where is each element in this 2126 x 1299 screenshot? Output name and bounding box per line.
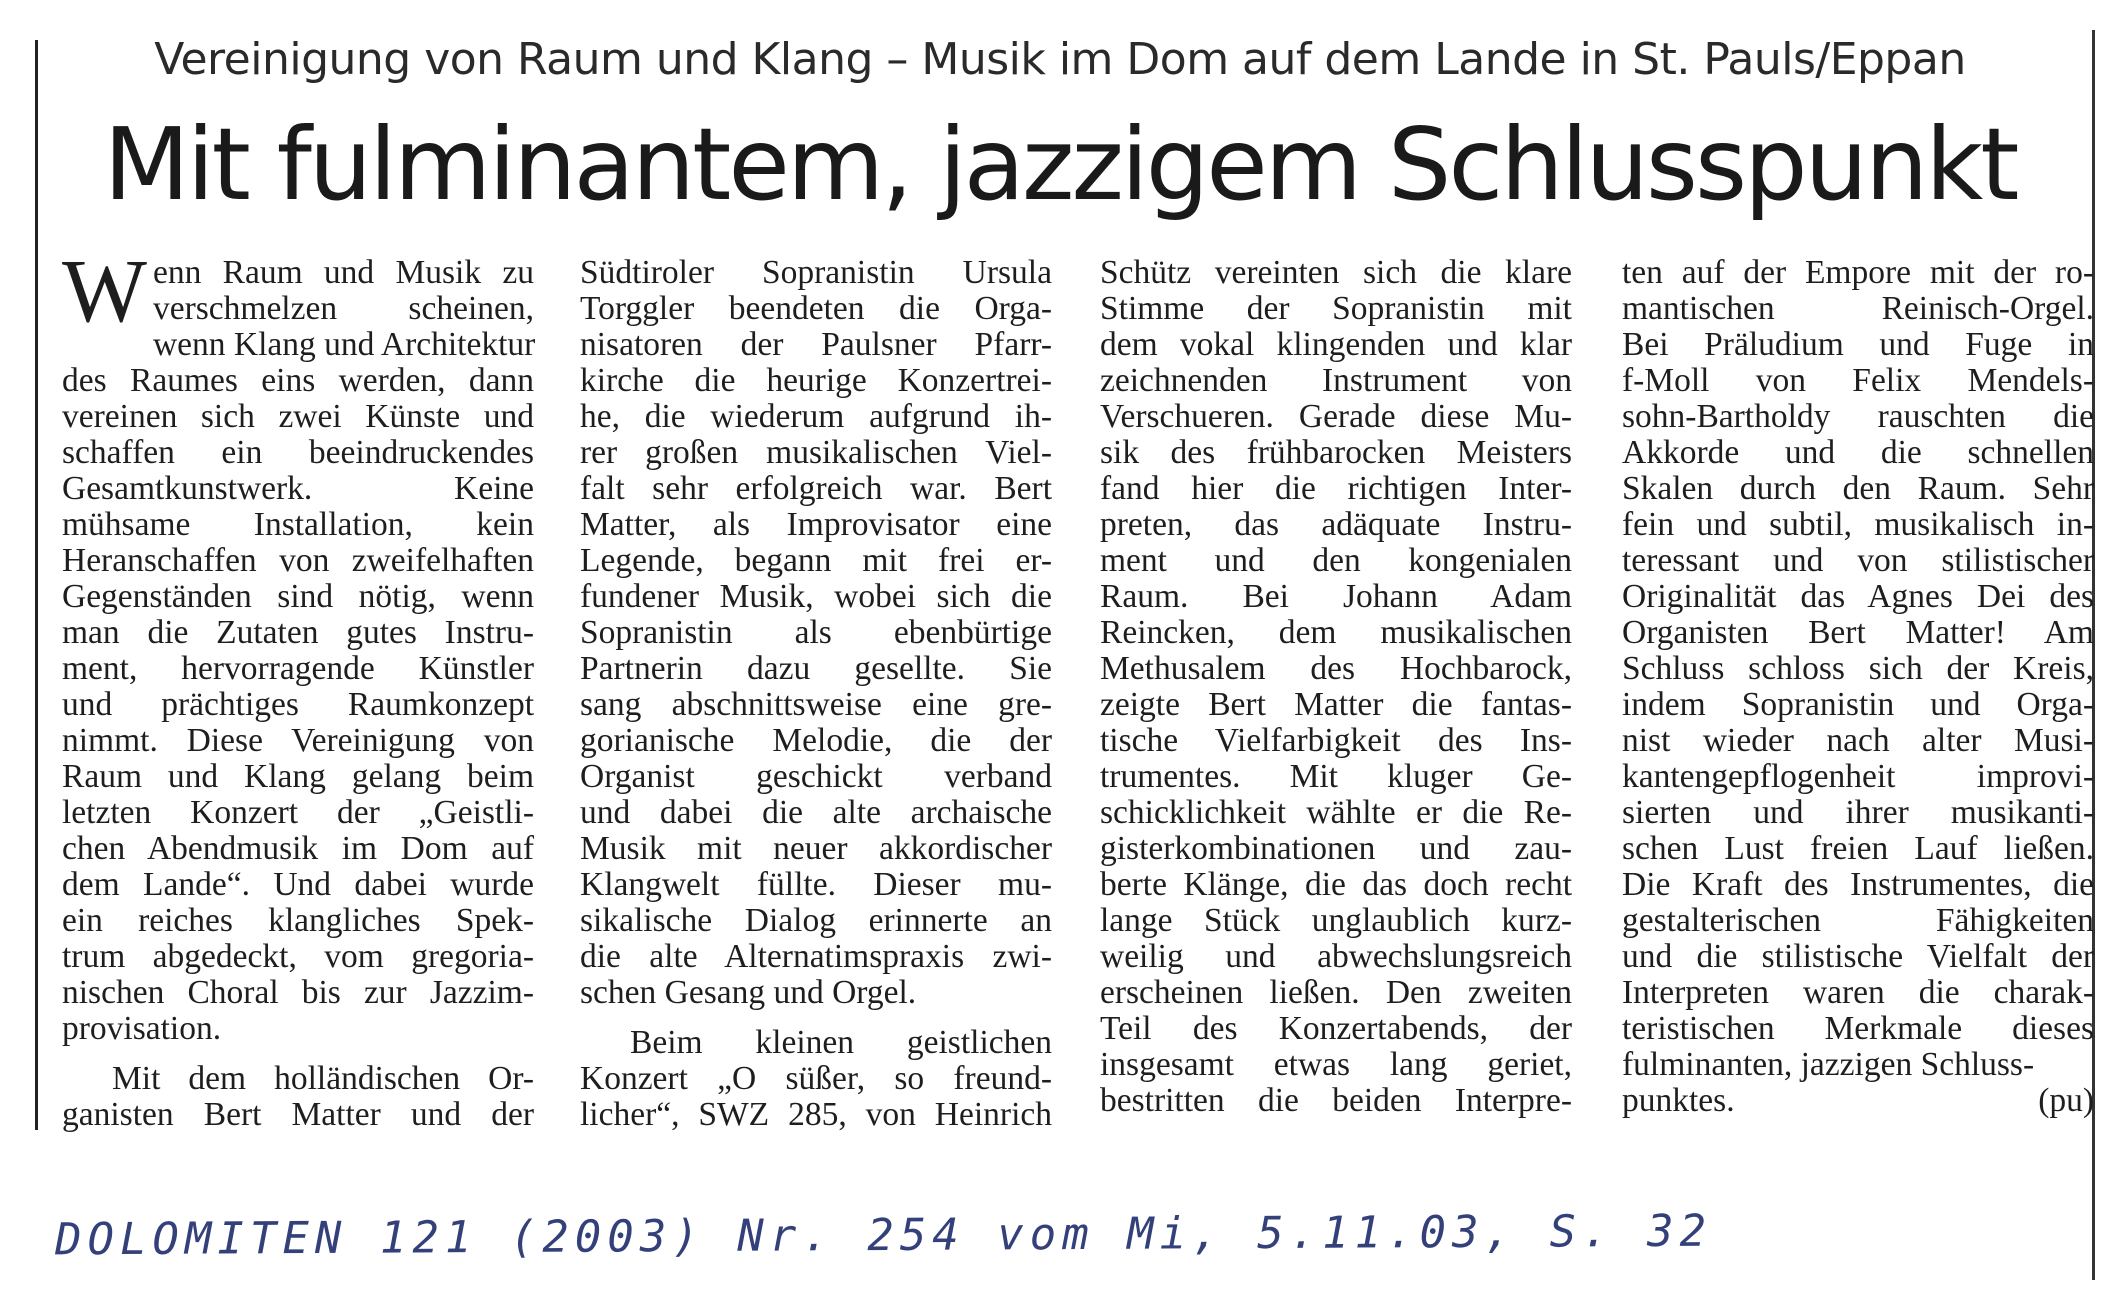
article-column-1 xyxy=(62,242,536,1133)
text-line: Musik mit neuer akkordischer xyxy=(580,830,1052,867)
text-line: Gesamtkunstwerk. Keine xyxy=(62,470,534,507)
text-line: man die Zutaten gutes Instru- xyxy=(62,614,534,651)
text-line: nimmt. Diese Vereinigung von xyxy=(62,722,534,759)
text-line: zeichnenden Instrument von xyxy=(1100,362,1572,399)
text-line: weilig und abwechslungsreich xyxy=(1100,938,1572,975)
drop-cap: W xyxy=(62,242,147,341)
text-line: fein und subtil, musikalisch in- xyxy=(1622,506,2094,543)
text-line: Teil des Konzertabends, der xyxy=(1100,1010,1572,1047)
text-line: sohn-Bartholdy rauschten die xyxy=(1622,398,2094,435)
text-line: preten, das adäquate Instru- xyxy=(1100,506,1572,543)
text-line: Beim kleinen geistlichen xyxy=(630,1024,1052,1061)
closing-line xyxy=(1622,1083,2094,1119)
text-line: vereinen sich zwei Künste und xyxy=(62,398,534,435)
text-line: gisterkombinationen und zau- xyxy=(1100,830,1572,867)
text-line: sang abschnittsweise eine gre- xyxy=(580,686,1052,723)
text-line: Schütz vereinten sich die klare xyxy=(1100,254,1572,291)
text-line: Originalität das Agnes Dei des xyxy=(1622,578,2094,615)
article-column-3 xyxy=(1100,255,1572,1119)
text-line: Torggler beendeten die Orga- xyxy=(580,290,1052,327)
text-line: Schluss schloss sich der Kreis, xyxy=(1622,650,2094,687)
author-byline: (pu) xyxy=(2038,1082,2094,1119)
text-line: Organisten Bert Matter! Am xyxy=(1622,614,2094,651)
text-line: dem vokal klingenden und klar xyxy=(1100,326,1572,363)
text-line: nist wieder nach alter Musi- xyxy=(1622,722,2094,759)
text-line: trumentes. Mit kluger Ge- xyxy=(1100,758,1572,795)
text-line: nisatoren der Paulsner Pfarr- xyxy=(580,326,1052,363)
text-line: teristischen Merkmale dieses xyxy=(1622,1010,2094,1047)
text-line: Matter, als Improvisator eine xyxy=(580,506,1052,543)
text-line: schen Gesang und Orgel. xyxy=(580,974,917,1011)
text-line: sik des frühbarocken Meisters xyxy=(1100,434,1572,471)
text-line: Südtiroler Sopranistin Ursula xyxy=(580,254,1052,291)
text-line: nischen Choral bis zur Jazzim- xyxy=(62,974,534,1011)
text-line: mantischen Reinisch-Orgel. xyxy=(1622,290,2094,327)
text-line: tische Vielfarbigkeit des Ins- xyxy=(1100,722,1572,759)
text-line: und dabei die alte archaische xyxy=(580,794,1052,831)
text-line: des Raumes eins werden, dann xyxy=(62,362,534,399)
text-line: Gegenständen sind nötig, wenn xyxy=(62,578,534,615)
text-line: fand hier die richtigen Inter- xyxy=(1100,470,1572,507)
text-line: indem Sopranistin und Orga- xyxy=(1622,686,2094,723)
article-column-2 xyxy=(580,255,1052,1133)
text-line: kirche die heurige Konzertrei- xyxy=(580,362,1052,399)
text-line: kantengepflogenheit improvi- xyxy=(1622,758,2094,795)
text-line: erscheinen ließen. Den zweiten xyxy=(1100,974,1572,1011)
text-line: Konzert „O süßer, so freund- xyxy=(580,1060,1052,1097)
article-column-4 xyxy=(1622,255,2094,1119)
text-line: rer großen musikalischen Viel- xyxy=(580,434,1052,471)
text-line: f-Moll von Felix Mendels- xyxy=(1622,362,2094,399)
text-line: Methusalem des Hochbarock, xyxy=(1100,650,1572,687)
text-line: falt sehr erfolgreich war. Bert xyxy=(580,470,1052,507)
text-line: chen Abendmusik im Dom auf xyxy=(62,830,534,867)
text-line: schen Lust freien Lauf ließen. xyxy=(1622,830,2094,867)
text-line: wenn Klang und Architektur xyxy=(152,326,536,363)
text-line: und prächtiges Raumkonzept xyxy=(62,686,534,723)
text-line: sierten und ihrer musikanti- xyxy=(1622,794,2094,831)
text-line: Legende, begann mit frei er- xyxy=(580,542,1052,579)
text-line: Raum und Klang gelang beim xyxy=(62,758,534,795)
text-line: trum abgedeckt, vom gregoria- xyxy=(62,938,534,975)
text-line: Verschueren. Gerade diese Mu- xyxy=(1100,398,1572,435)
text-line: Klangwelt füllte. Dieser mu- xyxy=(580,866,1052,903)
text-line: Mit dem holländischen Or- xyxy=(112,1060,534,1097)
text-line: bestritten die beiden Interpre- xyxy=(1100,1082,1572,1119)
text-line: Heranschaffen von zweifelhaften xyxy=(62,542,534,579)
text-line: Skalen durch den Raum. Sehr xyxy=(1622,470,2094,507)
article-kicker: Vereinigung von Raum und Klang – Musik im Dom auf dem Lande in St. Pauls/Eppan xyxy=(154,34,1966,85)
text-line: berte Klänge, die das doch recht xyxy=(1100,866,1572,903)
text-line: Interpreten waren die charak- xyxy=(1622,974,2094,1011)
text-line: Partnerin dazu gesellte. Sie xyxy=(580,650,1052,687)
text-line: fulminanten, jazzigen Schluss- xyxy=(1622,1046,2035,1083)
text-line: enn Raum und Musik zu xyxy=(152,254,534,291)
text-line: zeigte Bert Matter die fantas- xyxy=(1100,686,1572,723)
text-line: mühsame Installation, kein xyxy=(62,506,534,543)
last-text-fragment: punktes. xyxy=(1622,1082,1735,1119)
text-line: ein reiches klangliches Spek- xyxy=(62,902,534,939)
text-line: gorianische Melodie, die der xyxy=(580,722,1052,759)
text-line: Sopranistin als ebenbürtige xyxy=(580,614,1052,651)
left-column-rule xyxy=(35,40,38,1130)
text-line: fundener Musik, wobei sich die xyxy=(580,578,1052,615)
text-line: Akkorde und die schnellen xyxy=(1622,434,2094,471)
text-line: letzten Konzert der „Geistli- xyxy=(62,794,534,831)
text-line: und die stilistische Vielfalt der xyxy=(1622,938,2094,975)
text-line: Raum. Bei Johann Adam xyxy=(1100,578,1572,615)
text-line: ten auf der Empore mit der ro- xyxy=(1622,254,2094,291)
text-line: Bei Präludium und Fuge in xyxy=(1622,326,2094,363)
text-line: ment und den kongenialen xyxy=(1100,542,1572,579)
handwritten-source-note: DOLOMITEN 121 (2003) Nr. 254 vom Mi, 5.11.03, S. 32 xyxy=(54,1205,1713,1266)
text-line: gestalterischen Fähigkeiten xyxy=(1622,902,2094,939)
text-line: schaffen ein beeindruckendes xyxy=(62,434,534,471)
text-line: lange Stück unglaublich kurz- xyxy=(1100,902,1572,939)
text-line: he, die wiederum aufgrund ih- xyxy=(580,398,1052,435)
text-line: insgesamt etwas lang geriet, xyxy=(1100,1046,1572,1083)
text-line: sikalische Dialog erinnerte an xyxy=(580,902,1052,939)
text-line: provisation. xyxy=(62,1010,222,1047)
text-line: die alte Alternatimspraxis zwi- xyxy=(580,938,1052,975)
article-headline: Mit fulminantem, jazzigem Schlusspunkt xyxy=(103,106,2017,223)
text-line: dem Lande“. Und dabei wurde xyxy=(62,866,534,903)
text-line: Reincken, dem musikalischen xyxy=(1100,614,1572,651)
text-line: teressant und von stilistischer xyxy=(1622,542,2094,579)
text-line: ment, hervorragende Künstler xyxy=(62,650,534,687)
text-line: licher“, SWZ 285, von Heinrich xyxy=(580,1096,1052,1133)
text-line: Die Kraft des Instrumentes, die xyxy=(1622,866,2094,903)
text-line: ganisten Bert Matter und der xyxy=(62,1096,534,1133)
text-line: schicklichkeit wählte er die Re- xyxy=(1100,794,1572,831)
text-line: Stimme der Sopranistin mit xyxy=(1100,290,1572,327)
text-line: Organist geschickt verband xyxy=(580,758,1052,795)
text-line: verschmelzen scheinen, xyxy=(152,290,534,327)
